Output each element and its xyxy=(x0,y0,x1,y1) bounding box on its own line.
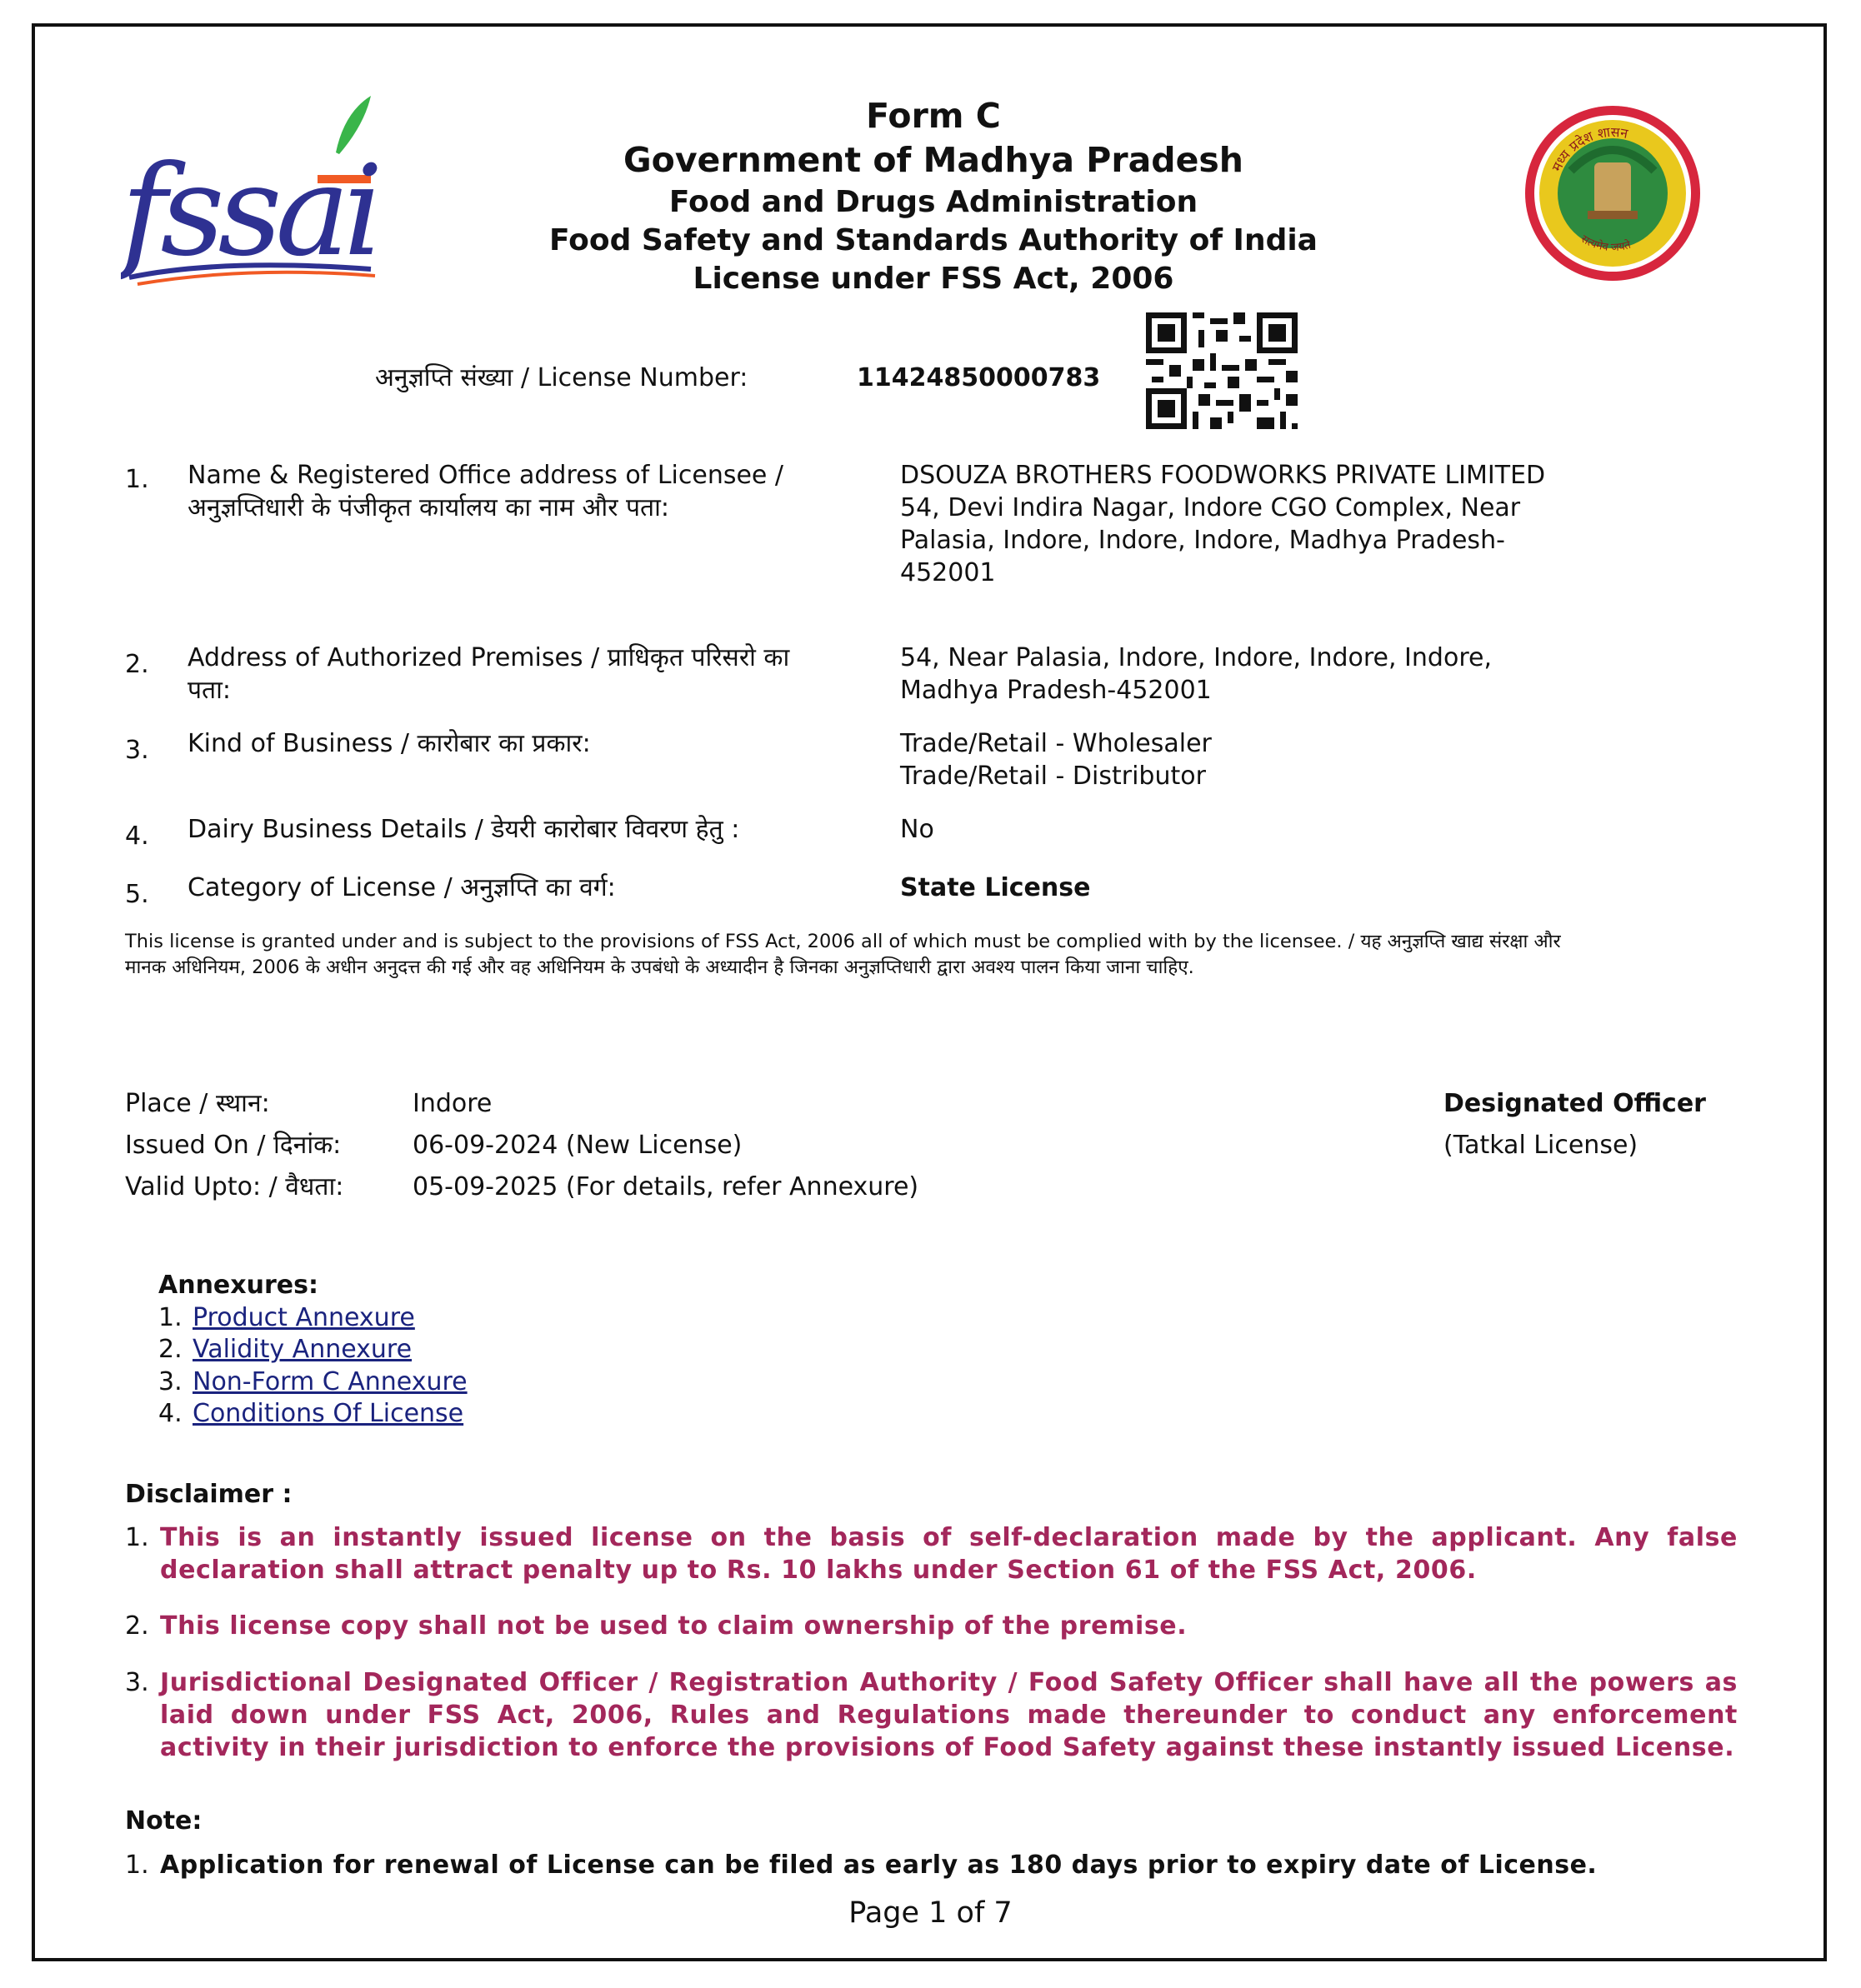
note-text-1: Application for renewal of License can be filed as early as 180 days prior to expiry date of License. xyxy=(160,1851,1598,1880)
department-title: Food and Drugs Administration xyxy=(668,185,1198,219)
annexure-number-2: 2. xyxy=(158,1335,183,1364)
detail-value-5: State License xyxy=(900,873,1091,902)
detail-number-3: 3. xyxy=(125,736,149,765)
annexure-number-4: 4. xyxy=(158,1399,183,1428)
emblem-bottom-text: सत्यमेव जयते xyxy=(1578,232,1633,255)
authority-title: Food Safety and Standards Authority of India xyxy=(549,223,1318,257)
detail-value-1: DSOUZA BROTHERS FOODWORKS PRIVATE LIMITED 54, Devi Indira Nagar, Indore CGO Complex, Near Palasia, Indore, Indore, Indore, Madhya Pradesh-452001 xyxy=(900,461,1546,587)
valid-value: 05-09-2025 (For details, refer Annexure) xyxy=(413,1172,919,1201)
detail-label-4: Dairy Business Details / डेयरी कारोबार विवरण हेतु : xyxy=(188,815,740,844)
non-form-c-annexure-link[interactable]: Non-Form C Annexure xyxy=(193,1367,468,1396)
disclaimer-text-3: Jurisdictional Designated Officer / Registration Authority / Food Safety Officer shall have all the powers as laid down under FSS Act, 2006, Rules and Regulations made thereunder to conduct any enforcement activity in their jurisdiction to enforce the provisions of Food Safety against these instantly issued License. xyxy=(160,1668,1738,1762)
detail-label-2: Address of Authorized Premises / प्राधिकृत परिसरो का पता: xyxy=(188,643,790,705)
detail-value-2: 54, Near Palasia, Indore, Indore, Indore, Indore, Madhya Pradesh-452001 xyxy=(900,643,1492,705)
license-number: 11424850000783 xyxy=(857,363,1101,392)
fssai-logo-graphic xyxy=(121,87,379,292)
detail-number-1: 1. xyxy=(125,465,149,494)
form-title: Form C xyxy=(866,96,1001,136)
detail-label-5: Category of License / अनुज्ञप्ति का वर्ग: xyxy=(188,873,616,902)
annexures-heading: Annexures: xyxy=(158,1271,318,1300)
disclaimer-text-2: This license copy shall not be used to claim ownership of the premise. xyxy=(160,1611,1188,1641)
disclaimer-number-1: 1. xyxy=(125,1523,149,1552)
validity-annexure-link[interactable]: Validity Annexure xyxy=(193,1335,413,1364)
qr-code[interactable] xyxy=(1146,312,1298,432)
disclaimer-heading: Disclaimer : xyxy=(125,1480,293,1509)
government-title: Government of Madhya Pradesh xyxy=(623,140,1243,180)
conditions-of-license-link[interactable]: Conditions Of License xyxy=(193,1399,464,1428)
disclaimer-number-3: 3. xyxy=(125,1668,149,1697)
designated-officer: Designated Officer xyxy=(1443,1089,1706,1118)
place-label: Place / स्थान: xyxy=(125,1089,270,1118)
annexure-number-3: 3. xyxy=(158,1367,183,1396)
detail-value-3: Trade/Retail - Wholesaler Trade/Retail - Distributor xyxy=(900,729,1212,791)
detail-label-1: Name & Registered Office address of Licensee / अनुज्ञप्तिधारी के पंजीकृत कार्यालय का नाम और पता: xyxy=(188,461,784,522)
issued-value: 06-09-2024 (New License) xyxy=(413,1131,743,1160)
grant-statement: This license is granted under and is subject to the provisions of FSS Act, 2006 all of which must be complied with by the licensee. / यह अनुज्ञप्ति खाद्य संरक्षा और मानक अधिनियम, 2006 के अधीन अनुदत्त की गई और वह अधिनियम के उपबंधो के अध्यादीन है जिनका अनुज्ञप्तिधारी द्वारा अवश्य पालन किया जाना चाहिए. xyxy=(125,931,1561,978)
detail-label-3: Kind of Business / कारोबार का प्रकार: xyxy=(188,729,591,758)
place-value: Indore xyxy=(413,1089,493,1118)
emblem-top-text: मध्य प्रदेश शासन xyxy=(1548,123,1629,174)
mp-government-emblem xyxy=(1488,104,1738,283)
disclaimer-text-1: This is an instantly issued license on the basis of self-declaration made by the applicant. Any false declaration shall attract penalty up to Rs. 10 lakhs under Section 61 of the FSS Act, 2006. xyxy=(160,1523,1738,1585)
annexure-number-1: 1. xyxy=(158,1303,183,1332)
note-heading: Note: xyxy=(125,1806,203,1836)
note-number-1: 1. xyxy=(125,1851,149,1880)
issued-label: Issued On / दिनांक: xyxy=(125,1131,342,1160)
license-type: (Tatkal License) xyxy=(1443,1131,1638,1160)
valid-label: Valid Upto: / वैधता: xyxy=(125,1172,344,1201)
disclaimer-number-2: 2. xyxy=(125,1611,149,1641)
fssai-logo-text: fssai xyxy=(121,139,377,284)
detail-number-5: 5. xyxy=(125,880,149,909)
detail-value-4: No xyxy=(900,815,934,844)
detail-number-2: 2. xyxy=(125,650,149,679)
fssai-logo xyxy=(121,87,379,292)
license-number-label: अनुज्ञप्ति संख्या / License Number: xyxy=(375,363,748,392)
detail-number-4: 4. xyxy=(125,822,149,851)
page-number: Page 1 of 7 xyxy=(848,1896,1013,1930)
product-annexure-link[interactable]: Product Annexure xyxy=(193,1303,415,1332)
act-title: License under FSS Act, 2006 xyxy=(693,262,1174,296)
